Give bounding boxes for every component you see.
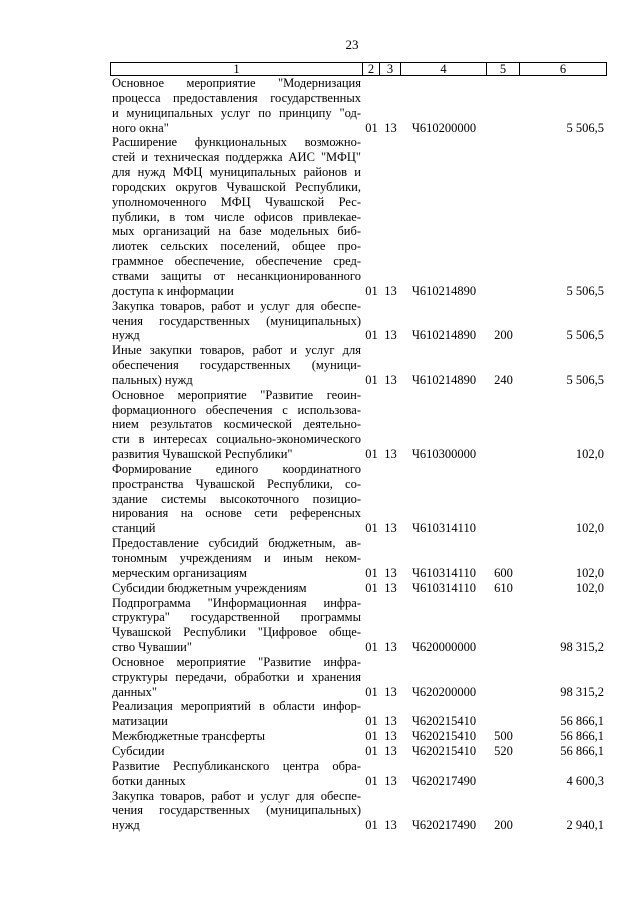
description-line: тономным учреждениям и иным неком- (112, 551, 361, 565)
subsection-code: 13 (384, 818, 397, 833)
subsection-code: 13 (384, 580, 397, 595)
description-line: нужд (112, 328, 140, 343)
amount: 98 315,2 (560, 684, 604, 699)
row-description (110, 76, 363, 135)
section-code: 01 (365, 714, 378, 729)
target-article-code: Ч610300000 (411, 447, 477, 462)
target-article-code: Ч620000000 (411, 640, 477, 655)
description-line: Основное мероприятие "Развитие инфра- (112, 654, 361, 669)
table-row (110, 581, 607, 596)
expense-type-code: 600 (494, 565, 513, 580)
expense-type-code (487, 121, 520, 136)
subsection-code: 13 (384, 283, 397, 298)
row-description (110, 536, 363, 581)
description-line: Предоставление субсидий бюджетным, ав- (112, 536, 361, 551)
table-row (110, 343, 607, 388)
target-article-code: Ч610200000 (411, 120, 477, 135)
expense-type-code (487, 447, 520, 462)
description-line: обеспечения государственных (муници- (112, 358, 361, 373)
subsection-code: 13 (384, 521, 397, 536)
subsection-code: 13 (384, 372, 397, 387)
expense-type-code: 520 (494, 743, 513, 758)
row-description (110, 759, 363, 789)
description-line: нием результатов космической деятельно- (112, 417, 361, 432)
amount: 56 866,1 (560, 729, 604, 744)
description-line: стей и техническая поддержка АИС "МФЦ" (112, 150, 361, 165)
table-header-row (110, 62, 607, 76)
target-article-code: Ч620215410 (411, 743, 477, 758)
row-description (110, 462, 363, 536)
row-description (110, 299, 363, 344)
amount: 102,0 (575, 565, 604, 580)
description-line: формационного обеспечения с использова- (112, 402, 361, 417)
table-body (110, 76, 607, 833)
row-description (110, 729, 363, 744)
description-line: Расширение функциональных возможно- (112, 135, 361, 150)
description-line: городских округов Чувашской Республики, (112, 179, 361, 194)
budget-table (110, 62, 607, 833)
description-line: сти в интересах социально-экономического (112, 432, 361, 447)
row-description (110, 789, 363, 834)
description-line: уполномоченного МФЦ Чувашской Рес- (112, 194, 361, 209)
description-line: станций (112, 521, 156, 536)
table-row (110, 299, 607, 344)
amount: 102,0 (575, 521, 604, 536)
description-line: ного окна" (112, 120, 169, 135)
subsection-code: 13 (384, 328, 397, 343)
expense-type-code: 200 (494, 328, 513, 343)
amount: 102,0 (575, 447, 604, 462)
description-line: ство Чувашии" (112, 640, 192, 655)
subsection-code: 13 (384, 447, 397, 462)
description-line: Закупка товаров, работ и услуг для обеспе- (112, 298, 361, 313)
table-row (110, 596, 607, 655)
subsection-code: 13 (384, 640, 397, 655)
amount: 5 506,5 (566, 283, 604, 298)
description-line: Основное мероприятие "Модернизация (112, 76, 361, 90)
table-row (110, 462, 607, 536)
table-row (110, 729, 607, 744)
section-code: 01 (365, 565, 378, 580)
table-row (110, 135, 607, 298)
expense-type-code (487, 685, 520, 700)
section-code: 01 (365, 283, 378, 298)
description-line: Реализация мероприятий в области инфор- (112, 699, 361, 714)
header-col-4: 4 (401, 62, 487, 76)
row-description (110, 388, 363, 462)
header-col-1: 1 (110, 62, 363, 76)
description-line: Подпрограмма "Информационная инфра- (112, 595, 361, 610)
description-line: мых организаций на базе модельных биб- (112, 224, 361, 239)
section-code: 01 (365, 328, 378, 343)
description-line: и муниципальных услуг по принципу "од- (112, 105, 361, 120)
subsection-code: 13 (384, 565, 397, 580)
amount: 102,0 (575, 580, 604, 595)
description-line: для нужд МФЦ муниципальных районов и (112, 165, 361, 180)
table-row (110, 789, 607, 834)
table-row (110, 76, 607, 135)
target-article-code: Ч620215410 (411, 729, 477, 744)
amount: 56 866,1 (560, 743, 604, 758)
description-line: матизации (112, 714, 168, 729)
row-description (110, 744, 363, 759)
expense-type-code (487, 284, 520, 299)
subsection-code: 13 (384, 729, 397, 744)
row-description (110, 699, 363, 729)
expense-type-code: 240 (494, 372, 513, 387)
section-code: 01 (365, 580, 378, 595)
header-col-3: 3 (380, 62, 401, 76)
amount: 98 315,2 (560, 640, 604, 655)
section-code: 01 (365, 372, 378, 387)
section-code: 01 (365, 729, 378, 744)
description-line: мерческим организациям (112, 565, 247, 580)
expense-type-code (487, 640, 520, 655)
subsection-code: 13 (384, 120, 397, 135)
table-row (110, 655, 607, 700)
expense-type-code: 610 (494, 580, 513, 595)
amount: 4 600,3 (566, 773, 604, 788)
description-line: Чувашской Республики "Цифровое обще- (112, 625, 361, 640)
target-article-code: Ч610314110 (412, 521, 476, 536)
subsection-code: 13 (384, 684, 397, 699)
subsection-code: 13 (384, 714, 397, 729)
row-description (110, 596, 363, 655)
description-line: Формирование единого координатного (112, 461, 361, 476)
target-article-code: Ч610314110 (412, 580, 476, 595)
description-line: Субсидии (112, 743, 165, 758)
table-row (110, 699, 607, 729)
row-description (110, 655, 363, 700)
row-description (110, 581, 363, 596)
target-article-code: Ч620215410 (411, 714, 477, 729)
target-article-code: Ч610214890 (411, 372, 477, 387)
description-line: Основное мероприятие "Развитие геоин- (112, 387, 361, 402)
amount: 56 866,1 (560, 714, 604, 729)
target-article-code: Ч620217490 (411, 773, 477, 788)
expense-type-code: 500 (494, 729, 513, 744)
section-code: 01 (365, 773, 378, 788)
expense-type-code (487, 714, 520, 729)
section-code: 01 (365, 640, 378, 655)
description-line: граммное обеспечение, обеспечение сред- (112, 254, 361, 269)
description-line: развития Чувашской Республики" (112, 447, 293, 462)
description-line: Межбюджетные трансферты (112, 729, 266, 744)
expense-type-code: 200 (494, 818, 513, 833)
target-article-code: Ч620200000 (411, 684, 477, 699)
target-article-code: Ч610214890 (411, 328, 477, 343)
description-line: нужд (112, 818, 140, 833)
section-code: 01 (365, 743, 378, 758)
table-row (110, 536, 607, 581)
description-line: Иные закупки товаров, работ и услуг для (112, 343, 361, 358)
description-line: пальных) нужд (112, 372, 193, 387)
subsection-code: 13 (384, 743, 397, 758)
target-article-code: Ч620217490 (411, 818, 477, 833)
header-col-2: 2 (363, 62, 380, 76)
description-line: Развитие Республиканского центра обра- (112, 758, 361, 773)
description-line: доступа к информации (112, 283, 234, 298)
description-line: здание системы высокоточного позицио- (112, 491, 361, 506)
description-line: данных" (112, 684, 158, 699)
header-col-5: 5 (487, 62, 520, 76)
section-code: 01 (365, 521, 378, 536)
target-article-code: Ч610314110 (412, 565, 476, 580)
description-line: структуры передачи, обработки и хранения (112, 669, 361, 684)
description-line: чения государственных (муниципальных) (112, 803, 361, 818)
description-line: Субсидии бюджетным учреждениям (112, 580, 307, 595)
description-line: лиотек сельских поселений, общее про- (112, 239, 361, 254)
amount: 2 940,1 (566, 818, 604, 833)
section-code: 01 (365, 684, 378, 699)
subsection-code: 13 (384, 773, 397, 788)
description-line: ствами защиты от несанкционированного (112, 268, 361, 283)
amount: 5 506,5 (566, 372, 604, 387)
description-line: чения государственных (муниципальных) (112, 313, 361, 328)
section-code: 01 (365, 447, 378, 462)
description-line: пространства Чувашской Республики, со- (112, 476, 361, 491)
section-code: 01 (365, 120, 378, 135)
amount: 5 506,5 (566, 120, 604, 135)
target-article-code: Ч610214890 (411, 283, 477, 298)
description-line: ботки данных (112, 773, 186, 788)
table-row (110, 388, 607, 462)
header-col-6: 6 (520, 62, 607, 76)
page-number: 23 (345, 37, 359, 52)
description-line: публики, в том числе офисов привлекае- (112, 209, 361, 224)
table-row (110, 759, 607, 789)
expense-type-code (487, 774, 520, 789)
description-line: структура" государственной программы (112, 610, 361, 625)
row-description (110, 135, 363, 298)
row-description (110, 343, 363, 388)
expense-type-code (487, 521, 520, 536)
section-code: 01 (365, 818, 378, 833)
description-line: нирования на основе сети референсных (112, 506, 361, 521)
description-line: процесса предоставления государственных (112, 90, 361, 105)
table-row (110, 744, 607, 759)
amount: 5 506,5 (566, 328, 604, 343)
description-line: Закупка товаров, работ и услуг для обеспе- (112, 788, 361, 803)
